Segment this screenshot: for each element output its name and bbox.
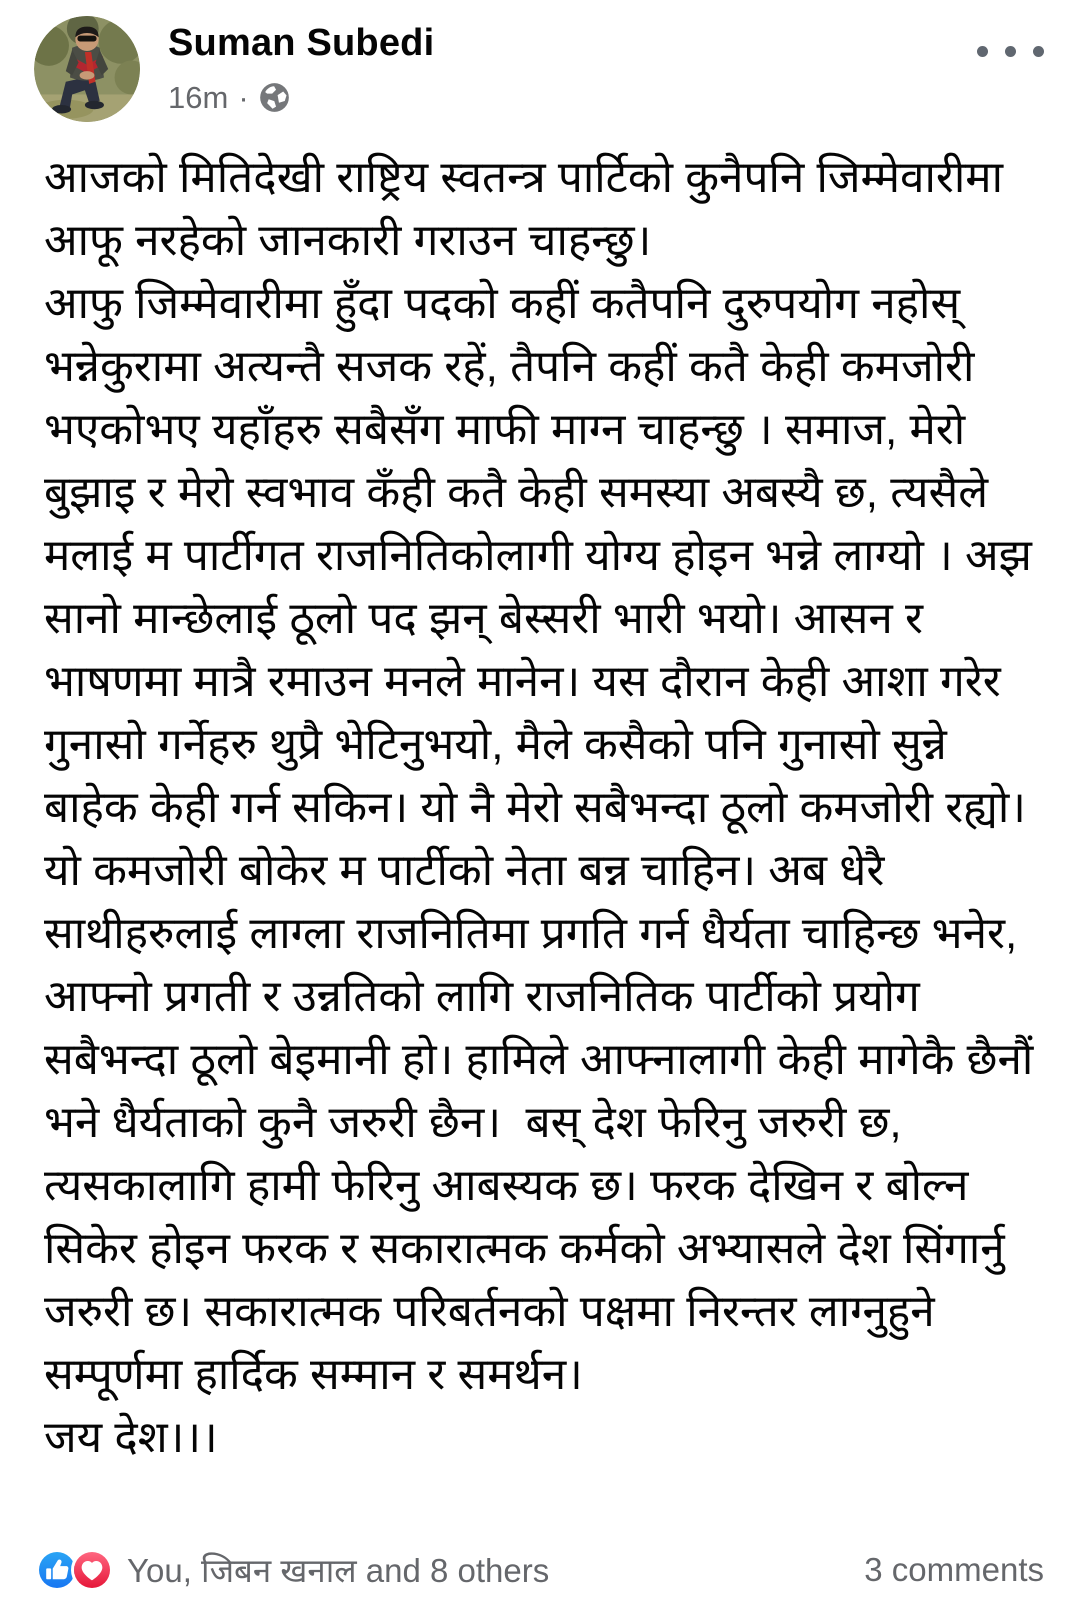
globe-public-icon (259, 82, 290, 113)
post-text-line: आफ्नो प्रगती र उन्नतिको लागि राजनितिक पार्टीको प्रयोग (44, 972, 920, 1021)
post-text-line: भन्नेकुरामा अत्यन्तै सजक रहें, तैपनि कहीं कतै केही कमजोरी (44, 342, 975, 391)
post-text-line: सम्पूर्णमा हार्दिक सम्मान र समर्थन। (44, 1350, 583, 1399)
post-text-line: भने धैर्यताको कुनै जरुरी छैन। बस् देश फेरिनु जरुरी छ, (44, 1098, 902, 1147)
post-header (0, 0, 1080, 122)
post-text-line: सिकेर होइन फरक र सकारात्मक कर्मको अभ्यासले देश सिंगार्नु (44, 1224, 1005, 1273)
post-text-line: सबैभन्दा ठूलो बेइमानी हो। हामिले आफ्नालागी केही मागेकै छैनौं (44, 1035, 1034, 1084)
post-text-line: बुझाइ र मेरो स्वभाव कँही कतै केही समस्या अबस्यै छ, त्यसैले (44, 468, 989, 517)
author-name[interactable]: Suman Subedi (168, 22, 435, 64)
post-text-line: जरुरी छ। सकारात्मक परिबर्तनको पक्षमा निरन्तर लाग्नुहुने (44, 1287, 935, 1336)
post-text-line: आफू नरहेको जानकारी गराउन चाहन्छु। (44, 216, 652, 265)
love-reaction-icon (71, 1549, 113, 1591)
post-text-line: जय देश।।। (44, 1413, 218, 1462)
post-text-line: सानो मान्छेलाई ठूलो पद झन् बेस्सरी भारी भयो। आसन र (44, 594, 923, 643)
post-text-line: भएकोभए यहाँहरु सबैसँग माफी माग्न चाहन्छु । समाज, मेरो (44, 405, 966, 454)
reaction-summary-text: You, जिबन खनाल and 8 others (127, 1552, 550, 1589)
post-text-line: भाषणमा मात्रै रमाउन मनले मानेन। यस दौरान केही आशा गरेर (44, 657, 1001, 706)
dot-icon (1005, 46, 1016, 57)
comments-count[interactable]: 3 comments (864, 1550, 1044, 1588)
post-options-button[interactable] (971, 22, 1050, 81)
post-text-line: साथीहरुलाई लाग्ला राजनितिमा प्रगति गर्न धैर्यता चाहिन्छ भनेर, (44, 909, 1018, 958)
meta-separator: · (238, 79, 249, 115)
post-text-line: आजको मितिदेखी राष्ट्रिय स्वतन्त्र पार्टिको कुनैपनि जिम्मेवारीमा (44, 153, 1003, 202)
avatar[interactable] (34, 16, 140, 122)
post-text-line: यो कमजोरी बोकेर म पार्टीको नेता बन्न चाहिन। अब धेरै (44, 846, 885, 895)
reactions-summary[interactable] (36, 1547, 549, 1592)
avatar-photo (34, 16, 140, 122)
post-text-line: आफु जिम्मेवारीमा हुँदा पदको कहीं कतैपनि दुरुपयोग नहोस् (44, 279, 961, 328)
post-text-line: मलाई म पार्टीगत राजनितिकोलागी योग्य होइन भन्ने लाग्यो । अझ (44, 531, 1032, 580)
post-meta (168, 80, 971, 116)
dot-icon (1033, 46, 1044, 57)
post-text-line: गुनासो गर्नेहरु थुप्रै भेटिनुभयो, मैले कसैको पनि गुनासो सुन्ने (44, 720, 947, 769)
post-body (0, 122, 1080, 1469)
header-text (168, 16, 971, 116)
dot-icon (977, 46, 988, 57)
post-text-line: त्यसकालागि हामी फेरिनु आबस्यक छ। फरक देखिन र बोल्न (44, 1161, 969, 1210)
post-text-line: बाहेक केही गर्न सकिन। यो नै मेरो सबैभन्दा ठूलो कमजोरी रह्यो। (44, 783, 1026, 832)
timestamp: 16m (168, 79, 229, 115)
post-footer (0, 1547, 1080, 1618)
